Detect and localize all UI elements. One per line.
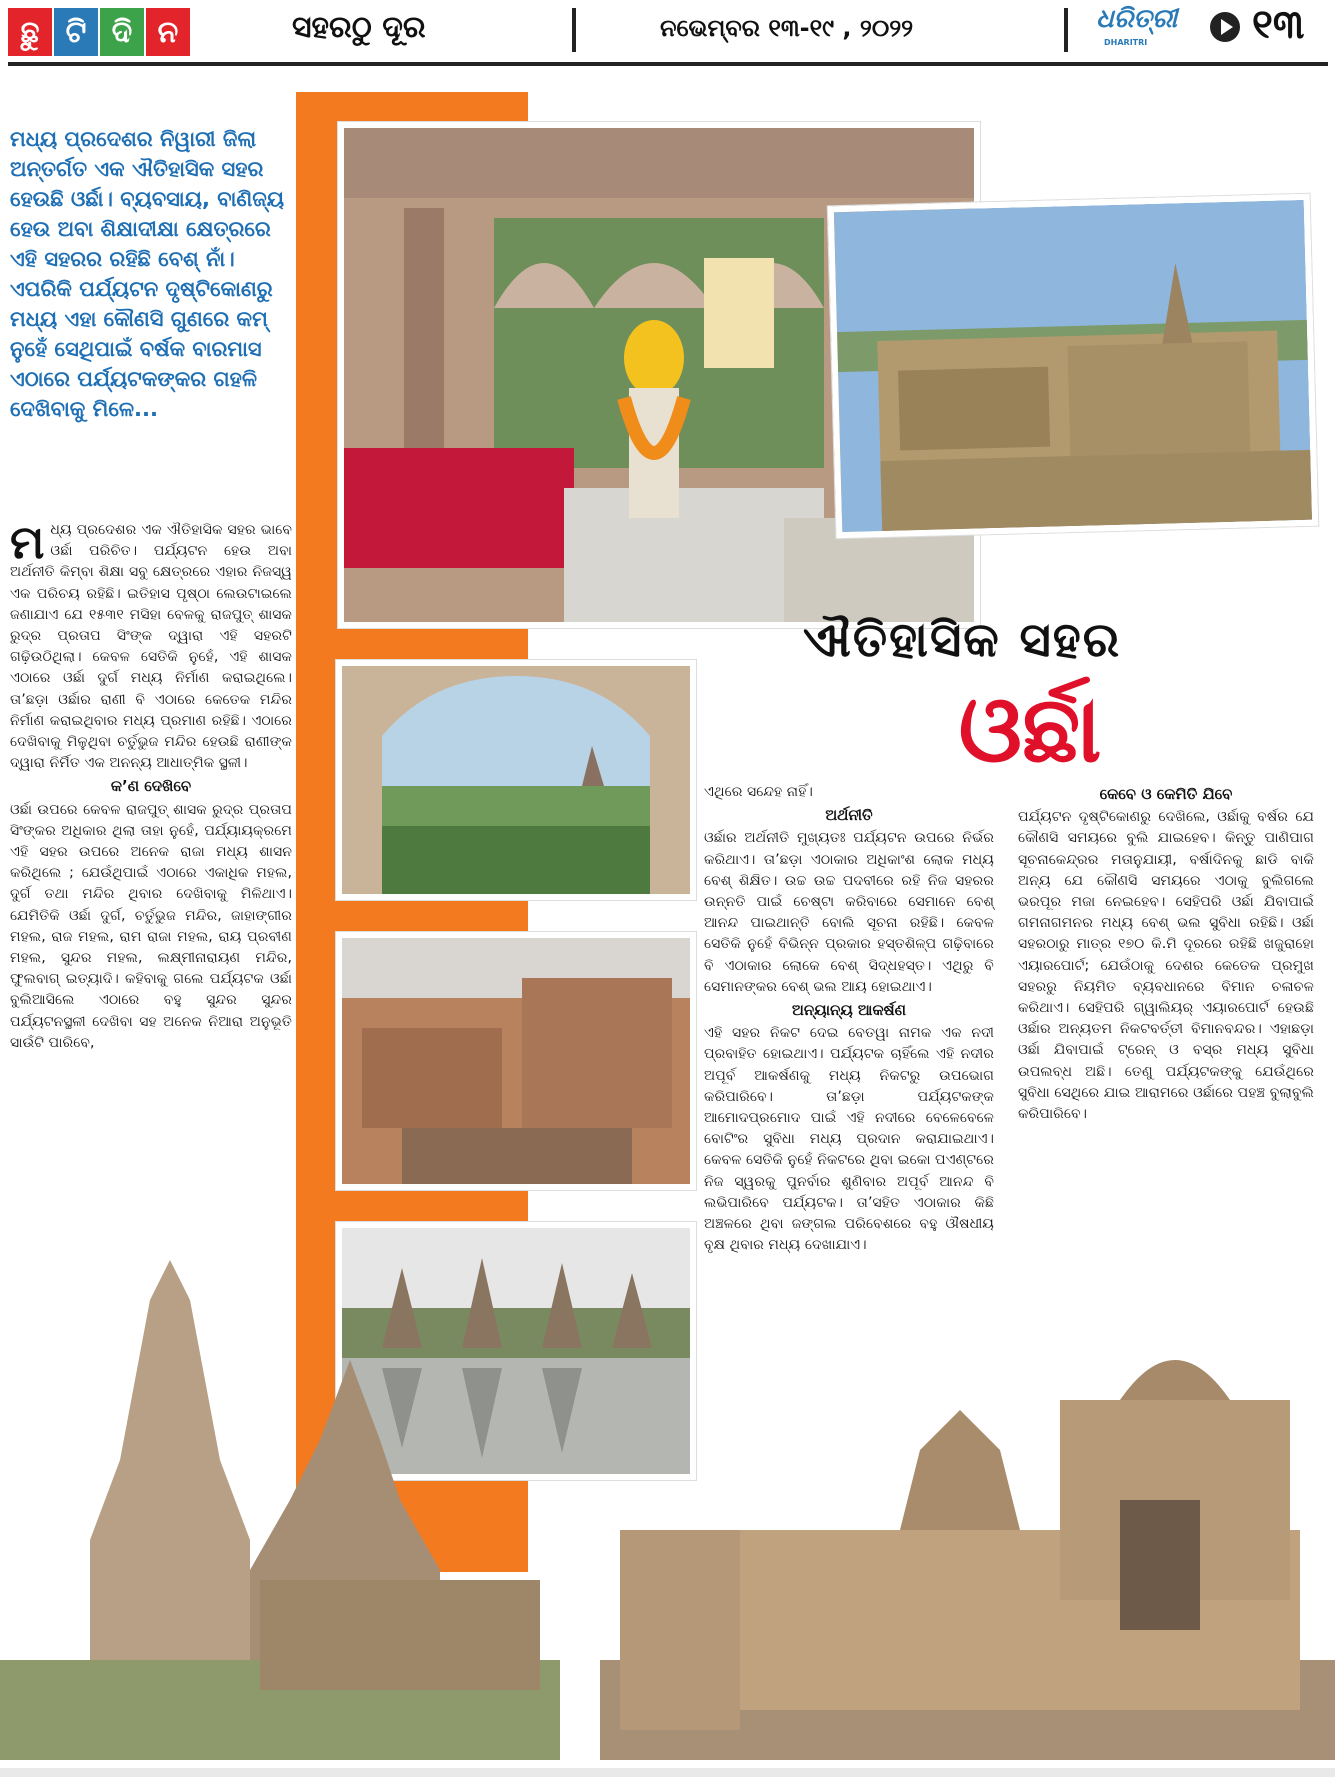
column-1 <box>10 515 292 1054</box>
headline-line1: ଐତିହାସିକ ସହର <box>802 612 1122 668</box>
play-arrow-icon <box>1210 12 1240 42</box>
brand-letter-1: ଛୁ <box>8 8 52 56</box>
brand-letter-2: ଟି <box>54 8 98 56</box>
header-divider <box>572 8 576 52</box>
issue-date: ନଭେମ୍ବର ୧୩-୧୯ , ୨୦୨୨ <box>660 14 914 42</box>
intro-text: ମଧ୍ୟ ପ୍ରଦେଶର ନିୱାରୀ ଜିଲା ଅନ୍ତର୍ଗତ ଏକ ଐତିହାସିକ ସହର ହେଉଛି ଓର୍ଛା। ବ୍ୟବସାୟ, ବାଣିଜ୍ୟ ହେଉ ଅବା ଶିକ୍ଷାଦୀକ୍ଷା କ୍ଷେତ୍ରରେ ଏହି ସହରର ରହିଛି ବେଶ୍ ନାଁ। ଏପରିକି ପର୍ଯ୍ୟଟନ ଦୃଷ୍ଟିକୋଣରୁ ମଧ୍ୟ ଏହା କୌଣସି ଗୁଣରେ କମ୍ ନୁହେଁ ସେଥିପାଇଁ ବର୍ଷକ ବାରମାସ ଏଠାରେ ପର୍ଯ୍ୟଟକଙ୍କର ଗହଳି ଦେଖିବାକୁ ମିଳେ... <box>10 127 285 421</box>
header-rule <box>8 62 1328 66</box>
subhead-when-how-to-go: କେବେ ଓ କେମିତି ଯିବେ <box>1099 785 1233 803</box>
column2-para2: ଏହି ସହର ନିକଟ ଦେଇ ବେତୱା ନାମକ ଏକ ନଦୀ ପ୍ରବାହିତ ହୋଇଥାଏ। ପର୍ଯ୍ୟଟକ ଚାହିଁଲେ ଏହି ନଦୀର ଅପୂର୍ବ ଆକର୍ଷଣକୁ ମଧ୍ୟ ନିକଟରୁ ଉପଭୋଗ କରିପାରିବେ। ତା’ଛଡ଼ା ପର୍ଯ୍ୟଟକଙ୍କ ଆମୋଦପ୍ରମୋଦ ପାଇଁ ଏହି ନଦୀରେ ବେଳେବେଳେ ବୋଟିଂର ସୁବିଧା ମଧ୍ୟ ପ୍ରଦାନ କରାଯାଇଥାଏ। କେବଳ ସେତିକି ନୁହେଁ ନିକଟରେ ଥିବା ଇକୋ ପଏଣ୍ଟରେ ନିଜ ସ୍ୱରକୁ ପୁନର୍ବାର ଶୁଣିବାର ଅପୂର୍ବ ଆନନ୍ଦ ବି ଲଭିପାରିବେ ପର୍ଯ୍ୟଟକ। ତା’ସହିତ ଏଠାକାର କିଛି ଅଞ୍ଚଳରେ ଥିବା ଜଙ୍ଗଲ ପରିବେଶରେ ବହୁ ଔଷଧୀୟ ବୃକ୍ଷ ଥିବାର ମଧ୍ୟ ଦେଖାଯାଏ। <box>704 1025 994 1254</box>
subhead-other-attractions: ଅନ୍ୟାନ୍ୟ ଆକର୍ଷଣ <box>792 1001 906 1020</box>
newspaper-logo: ଧରିତ୍ରୀ <box>1096 4 1178 34</box>
arch-view-photo <box>336 660 696 900</box>
section-title: ସହରଠୁ ଦୂର <box>292 10 426 45</box>
column-2 <box>704 782 994 1256</box>
header-divider <box>1064 8 1068 52</box>
column1-para1: ଧ୍ୟ ପ୍ରଦେଶର ଏକ ଐତିହାସିକ ସହର ଭାବେ ଓର୍ଛା ପରିଚିତ। ପର୍ଯ୍ୟଟନ ହେଉ ଅବା ଅର୍ଥନୀତି କିମ୍ବା ଶିକ୍ଷା ସବୁ କ୍ଷେତ୍ରରେ ଏହାର ନିଜସ୍ୱ ଏକ ପରିଚୟ ରହିଛି। ଇତିହାସ ପୃଷ୍ଠା ଲେଉଟାଇଲେ ଜଣାଯାଏ ଯେ ୧୫୩୧ ମସିହା ବେଳକୁ ରାଜପୁତ୍ ଶାସକ ରୁଦ୍ର ପ୍ରତାପ ସିଂଙ୍କ ଦ୍ୱାରା ଏହି ସହରଟି ଗଢ଼ିଉଠିଥିଲା। କେବଳ ସେତିକି ନୁହେଁ, ଏହି ଶାସକ ଏଠାରେ ଓର୍ଛା ଦୁର୍ଗ ମଧ୍ୟ ନିର୍ମାଣ କରାଇଥିଲେ। ତା’ଛଡ଼ା ଓର୍ଛାର ରାଣୀ ବି ଏଠାରେ କେତେକ ମନ୍ଦିର ନିର୍ମାଣ କରାଇଥିବାର ମଧ୍ୟ ପ୍ରମାଣ ରହିଛି। ଏଠାରେ ଦେଖିବାକୁ ମିଳୁଥିବା ଚର୍ତୁଭୁଜ ମନ୍ଦିର ହେଉଛି ରାଣୀଙ୍କ ଦ୍ୱାରା ନିର୍ମିତ ଏକ ଅନନ୍ୟ ଆଧାତ୍ମିକ ସ୍ଥଳୀ। <box>10 522 292 772</box>
subhead-what-to-see: କ’ଣ ଦେଖିବେ <box>110 777 192 796</box>
brand-letter-4: ନ <box>146 8 190 56</box>
newspaper-logo-sub: DHARITRI <box>1104 38 1148 47</box>
page-number: ୧୩ <box>1252 2 1305 48</box>
drop-cap: ମ <box>10 515 45 569</box>
palace-cutout-image <box>600 1300 1335 1760</box>
column-3 <box>1018 782 1314 1125</box>
column2-para1: ଓର୍ଛାର ଅର୍ଥନୀତି ମୁଖ୍ୟତଃ ପର୍ଯ୍ୟଟନ ଉପରେ ନିର୍ଭର କରିଥାଏ। ତା’ଛଡ଼ା ଏଠାକାର ଅଧିକାଂଶ ଲୋକ ମଧ୍ୟ ବେଶ୍ ଶିକ୍ଷିତ। ଉଚ୍ଚ ଉଚ୍ଚ ପଦବୀରେ ରହି ନିଜ ସହରର ଉନ୍ନତି ପାଇଁ ଚେଷ୍ଟା କରିବାରେ ସେମାନେ ବେଶ୍ ଆନନ୍ଦ ପାଇଥାନ୍ତି ବୋଲି ସୂଚନା ରହିଛି। କେବଳ ସେତିକି ନୁହେଁ ବିଭିନ୍ନ ପ୍ରକାର ହସ୍ତଶିଳ୍ପ ଗଢ଼ିବାରେ ବି ଏଠାକାର ଲୋକେ ବେଶ୍ ସିଦ୍ଧହସ୍ତ। ଏଥିରୁ ବି ସେମାନଙ୍କର ବେଶ୍ ଭଲ ଆୟ ହୋଇଥାଏ। <box>704 830 994 995</box>
column1-para2: ଓର୍ଛା ଉପରେ କେବଳ ରାଜପୁତ୍ ଶାସକ ରୁଦ୍ର ପ୍ରତାପ ସିଂଙ୍କର ଅଧିକାର ଥିଲା ତାହା ନୁହେଁ, ପର୍ଯ୍ୟାୟକ୍ରମେ ଏହି ସହର ଉପରେ ଅନେକ ରାଜା ମଧ୍ୟ ଶାସନ କରିଥିଲେ ; ଯେଉଁଥିପାଇଁ ଏଠାରେ ଏକାଧିକ ମହଲ, ଦୁର୍ଗ ତଥା ମନ୍ଦିର ଥିବାର ଦେଖିବାକୁ ମିଳିଥାଏ। ଯେମିତିକି ଓର୍ଛା ଦୁର୍ଗ, ଚର୍ତୁଭୁଜ ମନ୍ଦିର, ଜାହାଙ୍ଗୀର ମହଲ, ରାଜ ମହଲ, ରାମ ରାଜା ମହଲ, ରାୟ ପ୍ରବୀଣ ମହଲ, ସୁନ୍ଦର ମହଲ, ଲକ୍ଷ୍ମୀନାରାୟଣ ମନ୍ଦିର, ଫୁଲବାଗ୍ ଇତ୍ୟାଦି। କହିବାକୁ ଗଲେ ପର୍ଯ୍ୟଟକ ଓର୍ଛା ବୁଲିଆସିଲେ ଏଠାରେ ବହୁ ସୁନ୍ଦର ସୁନ୍ଦର ପର୍ଯ୍ୟଟନସ୍ଥଳୀ ଦେଖିବା ସହ ଅନେକ ନିଆରା ଅନୁଭୂତି ସାଉଁଟି ପାରିବେ, <box>10 801 292 1051</box>
column3-para: ପର୍ଯ୍ୟଟନ ଦୃଷ୍ଟିକୋଣରୁ ଦେଖିଲେ, ଓର୍ଛାକୁ ବର୍ଷର ଯେ କୌଣସି ସମୟରେ ବୁଲି ଯାଇହେବ। କିନ୍ତୁ ପାଣିପାଗ ସୂଚନାକେନ୍ଦ୍ରର ମତାନୁଯାୟୀ, ବର୍ଷାଦିନକୁ ଛାଡି ବାକି ଅନ୍ୟ ଯେ କୌଣସି ସମୟରେ ଏଠାକୁ ବୁଲିଗଲେ ଭରପୂର ମଜା ନେଇହେବ। ସେହିପରି ଓର୍ଛା ଯିବାପାଇଁ ଗମନାଗମନର ମଧ୍ୟ ବେଶ୍ ଭଲ ସୁବିଧା ରହିଛି। ଓର୍ଛା ସହରଠାରୁ ମାତ୍ର ୧୭୦ କି.ମି ଦୂରରେ ରହିଛି ଖଜୁରାହୋ ଏୟାରପୋର୍ଟ; ଯେଉଁଠାକୁ ଦେଶର କେତେକ ପ୍ରମୁଖ ସହରରୁ ନିୟମିତ ବ୍ୟବଧାନରେ ବିମାନ ଚଳାଚଳ କରିଥାଏ। ସେହିପରି ଗ୍ୱାଲିୟର୍ ଏୟାରପୋର୍ଟ ହେଉଛି ଓର୍ଛାର ଅନ୍ୟତମ ନିକଟବର୍ତ୍ତୀ ବିମାନବନ୍ଦର। ଏହାଛଡ଼ା ଓର୍ଛା ଯିବାପାଇଁ ଟ୍ରେନ୍ ଓ ବସ୍‌ର ମଧ୍ୟ ସୁବିଧା ଉପଲବ୍ଧ ଅଛି। ତେଣୁ ପର୍ଯ୍ୟଟକଙ୍କୁ ଯେଉଁଥିରେ ସୁବିଧା ସେଥିରେ ଯାଇ ଆରାମରେ ଓର୍ଛାରେ ପହଞ୍ଚ ବୁଲାବୁଲି କରିପାରିବେ। <box>1018 809 1314 1123</box>
brand-letter-3: ଦି <box>100 8 144 56</box>
footer-strip <box>0 1768 1335 1777</box>
column2-lead: ଏଥିରେ ସନ୍ଦେହ ନାହିଁ। <box>704 784 813 800</box>
subhead-economy: ଅର୍ଥନୀତି <box>825 806 873 825</box>
headline-line2: ଓର୍ଛା <box>958 676 1102 783</box>
temple-cutout-image <box>0 1240 560 1760</box>
fort-skyline-photo <box>828 194 1319 539</box>
palace-courtyard-photo <box>336 932 696 1190</box>
